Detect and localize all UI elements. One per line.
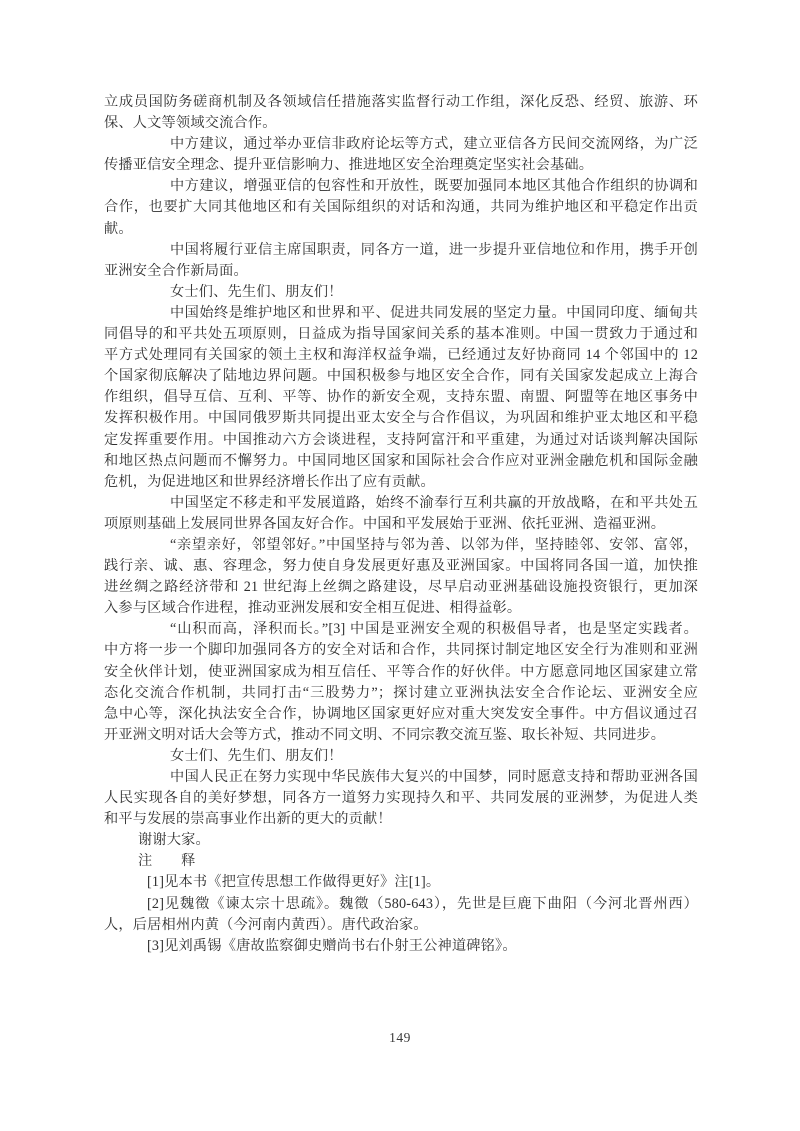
text-line: 定发挥重要作用。中国推动六方会谈进程，支持阿富汗和平重建，为通过对话谈判解决国际 xyxy=(104,431,698,448)
text-line: 中国坚定不移走和平发展道路，始终不渝奉行互利共赢的开放战略，在和平共处五 xyxy=(170,494,698,511)
text-line: 发挥积极作用。中国同俄罗斯共同提出亚太安全与合作倡议，为巩固和维护亚太地区和平稳 xyxy=(104,410,698,427)
text-line: 中方将一步一个脚印加强同各方的安全对话和合作，共同探讨制定地区安全行为准则和亚洲 xyxy=(104,642,698,659)
text-line: 态化交流合作机制，共同打击“三股势力”；探讨建立亚洲执法安全合作论坛、亚洲安全应 xyxy=(104,684,698,701)
text-line: 献。 xyxy=(104,220,133,237)
text-line: 危机，为促进地区和世界经济增长作出了应有贡献。 xyxy=(104,473,435,490)
text-line: 平方式处理同有关国家的领土主权和海洋权益争端，已经通过友好协商同 14 个邻国中的 12 xyxy=(104,347,698,364)
text-line: 开亚洲文明对话大会等方式，推动不同文明、不同宗教交流互鉴、取长补短、共同进步。 xyxy=(104,726,666,743)
text-line: 和平与发展的崇高事业作出新的更大的贡献！ xyxy=(104,811,392,828)
text-line: “山积而高，泽积而长。”[3] 中国是亚洲安全观的积极倡导者，也是坚定实践者。 xyxy=(170,621,698,638)
text-line: 合作，也要扩大同其他地区和有关国际组织的对话和沟通，共同为维护地区和平稳定作出贡 xyxy=(104,199,698,216)
text-line: 安全伙伴计划，使亚洲国家成为相互信任、平等合作的好伙伴。中方愿意同地区国家建立常 xyxy=(104,663,698,680)
text-line: 中国始终是维护地区和世界和平、促进共同发展的坚定力量。中国同印度、缅甸共 xyxy=(170,304,698,321)
text-line: 立成员国防务磋商机制及各领域信任措施落实监督行动工作组，深化反恐、经贸、旅游、环 xyxy=(104,94,698,110)
text-line: 作组织，倡导互信、互利、平等、协作的新安全观，支持东盟、南盟、阿盟等在地区事务中 xyxy=(104,389,698,406)
page-number: 149 xyxy=(389,1030,411,1045)
note-line: [1]见本书《把宣传思想工作做得更好》注[1]。 xyxy=(147,874,441,891)
text-line: 同倡导的和平共处五项原则，日益成为指导国家间关系的基本准则。中国一贯致力于通过和 xyxy=(104,326,698,343)
text-line: 和地区热点问题而不懈努力。中国同地区国家和国际社会合作应对亚洲金融危机和国际金融 xyxy=(104,452,698,469)
text-line: 亚洲安全合作新局面。 xyxy=(104,262,248,279)
text-line: 人民实现各自的美好梦想，同各方一道努力实现持久和平、共同发展的亚洲梦，为促进人类 xyxy=(104,790,698,807)
closing-line: 谢谢大家。 xyxy=(138,832,210,849)
text-line: 保、人文等领域交流合作。 xyxy=(104,115,277,132)
text-line: 中国将履行亚信主席国职责，同各方一道，进一步提升亚信地位和作用，携手开创 xyxy=(170,241,698,258)
text-line: 项原则基础上发展同世界各国友好合作。中国和平发展始于亚洲、依托亚洲、造福亚洲。 xyxy=(104,515,666,532)
speech-body xyxy=(104,92,698,957)
text-line: 女士们、先生们、朋友们！ xyxy=(170,747,343,764)
text-line: 中国人民正在努力实现中华民族伟大复兴的中国梦，同时愿意支持和帮助亚洲各国 xyxy=(170,769,698,785)
note-line: 人，后居相州内黄（今河南内黄西）。唐代政治家。 xyxy=(104,916,428,933)
notes-heading: 注 释 xyxy=(138,853,196,870)
text-line: 践行亲、诚、惠、容理念，努力使自身发展更好惠及亚洲国家。中国将同各国一道，加快推 xyxy=(104,558,698,575)
text-line: 中方建议，增强亚信的包容性和开放性，既要加强同本地区其他合作组织的协调和 xyxy=(170,178,698,195)
text-line: 入参与区域合作进程，推动亚洲发展和安全相互促进、相得益彰。 xyxy=(104,600,522,617)
text-line: 个国家彻底解决了陆地边界问题。中国积极参与地区安全合作，同有关国家发起成立上海合 xyxy=(104,368,698,385)
text-line: 进丝绸之路经济带和 21 世纪海上丝绸之路建设，尽早启动亚洲基础设施投资银行，更加深 xyxy=(104,579,698,596)
text-line: 急中心等，深化执法安全合作，协调地区国家更好应对重大突发安全事件。中方倡议通过召 xyxy=(104,705,698,722)
text-line: 传播亚信安全理念、提升亚信影响力、推进地区安全治理奠定坚实社会基础。 xyxy=(104,157,594,174)
note-line: [3]见刘禹锡《唐故监察御史赠尚书右仆射王公神道碑铭》。 xyxy=(147,937,517,954)
text-line: 女士们、先生们、朋友们！ xyxy=(170,283,343,300)
note-line: [2]见魏徵《谏太宗十思疏》。魏徵（580-643），先世是巨鹿下曲阳（今河北晋州西） xyxy=(147,895,698,912)
text-line: 中方建议，通过举办亚信非政府论坛等方式，建立亚信各方民间交流网络，为广泛 xyxy=(170,136,698,153)
text-line: “亲望亲好，邻望邻好。”中国坚持与邻为善、以邻为伴，坚持睦邻、安邻、富邻， xyxy=(170,536,698,553)
